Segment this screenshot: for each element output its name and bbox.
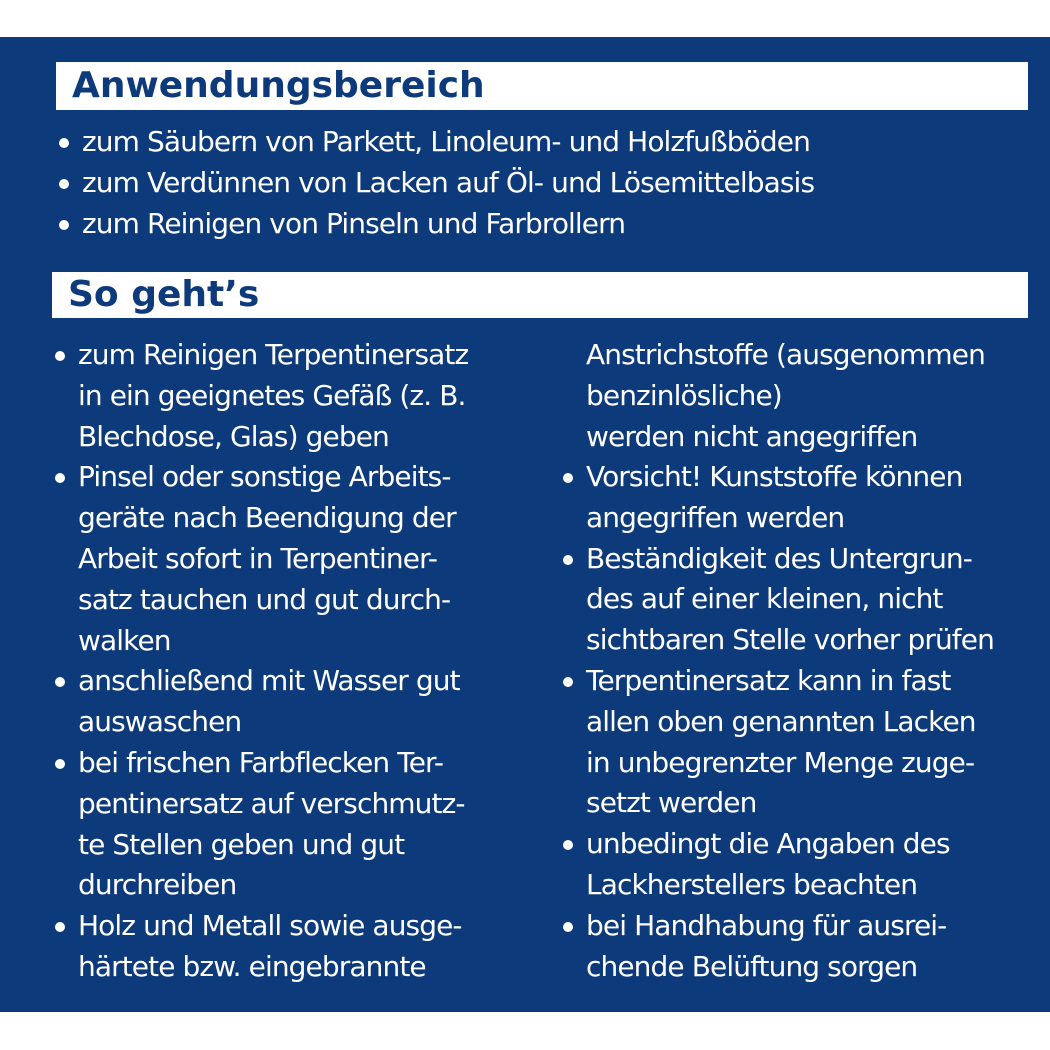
list-item-line: Beständigkeit des Untergrun- [586,541,972,575]
list-item-line: chende Belüftung sorgen [586,949,918,983]
list-item [52,743,468,906]
list-item-line: durchreiben [78,868,237,902]
bullet-icon [59,179,69,189]
list-item-line: bei Handhabung für ausrei- [586,908,947,942]
list-item [52,335,468,457]
list-item-line: des auf einer kleinen, nicht [586,582,943,616]
list-item [56,122,814,163]
list-item-line: pentinersatz auf verschmutz- [78,786,465,820]
howto-item-continuation [586,335,985,457]
list-item [560,906,994,988]
bullet-icon [563,840,573,850]
howto-list-left [52,335,468,988]
bullet-icon [59,138,69,148]
list-item-line: bei frischen Farbflecken Ter- [78,745,444,779]
bullet-icon [55,351,65,361]
bullet-icon [55,677,65,687]
bullet-icon [55,922,65,932]
list-item-line: zum Reinigen Terpentinersatz [78,338,469,371]
bullet-icon [563,677,573,687]
list-item-line: werden nicht angegriffen [586,419,918,453]
list-item [56,163,814,204]
list-item [56,204,814,245]
list-item [52,457,468,661]
list-item [52,906,468,988]
list-item [560,457,994,539]
list-item-line: angegriffen werden [586,500,845,534]
list-item-line: Arbeit sofort in Terpentiner- [78,541,438,575]
list-item-line: allen oben genannten Lacken [586,704,976,738]
list-item-line: satz tauchen und gut durch- [78,582,451,616]
howto-list-right [560,457,994,987]
section-title-application: Anwendungsbereich [56,62,1028,110]
list-item-line: te Stellen geben und gut [78,827,405,861]
list-item-line: Pinsel oder sonstige Arbeits- [78,460,451,494]
list-item [560,824,994,906]
bullet-icon [563,555,573,565]
list-item-line: walken [78,623,171,657]
list-item-line: zum Säubern von Parkett, Linoleum- und Holzfußböden [82,125,810,158]
list-item-line: zum Verdünnen von Lacken auf Öl- und Lösemittelbasis [82,165,815,199]
list-item-line: Vorsicht! Kunststoffe können [586,460,963,493]
list-item-line: zum Reinigen von Pinseln und Farbrollern [82,206,626,240]
list-item-line: Holz und Metall sowie ausge- [78,909,462,943]
list-item-line: geräte nach Beendigung der [78,501,456,535]
application-list [56,122,814,244]
bullet-icon [55,759,65,769]
section-title-howto: So geht’s [52,272,1028,318]
bullet-icon [55,473,65,483]
list-item-line: in unbegrenzter Menge zuge- [586,745,975,779]
list-item-line: Blechdose, Glas) geben [78,419,389,453]
bullet-icon [563,473,573,483]
list-item-line: setzt werden [586,786,757,820]
bullet-icon [563,922,573,932]
list-item-line: härtete bzw. eingebrannte [78,949,426,983]
list-item-line: Terpentinersatz kann in fast [586,663,951,697]
list-item [52,661,468,743]
list-item-line: auswaschen [78,705,242,739]
bullet-icon [59,220,69,230]
list-item-line: unbedingt die Angaben des [586,827,950,861]
list-item [560,539,994,661]
list-item-line: Lackherstellers beachten [586,867,918,901]
list-item-line: Anstrichstoffe (ausgenommen [586,338,985,371]
list-item [560,661,994,824]
list-item-line: anschließend mit Wasser gut [78,664,460,698]
list-item-line: sichtbaren Stelle vorher prüfen [586,623,994,657]
list-item-line: benzinlösliche) [586,378,782,412]
list-item-line: in ein geeignetes Gefäß (z. B. [78,378,466,412]
